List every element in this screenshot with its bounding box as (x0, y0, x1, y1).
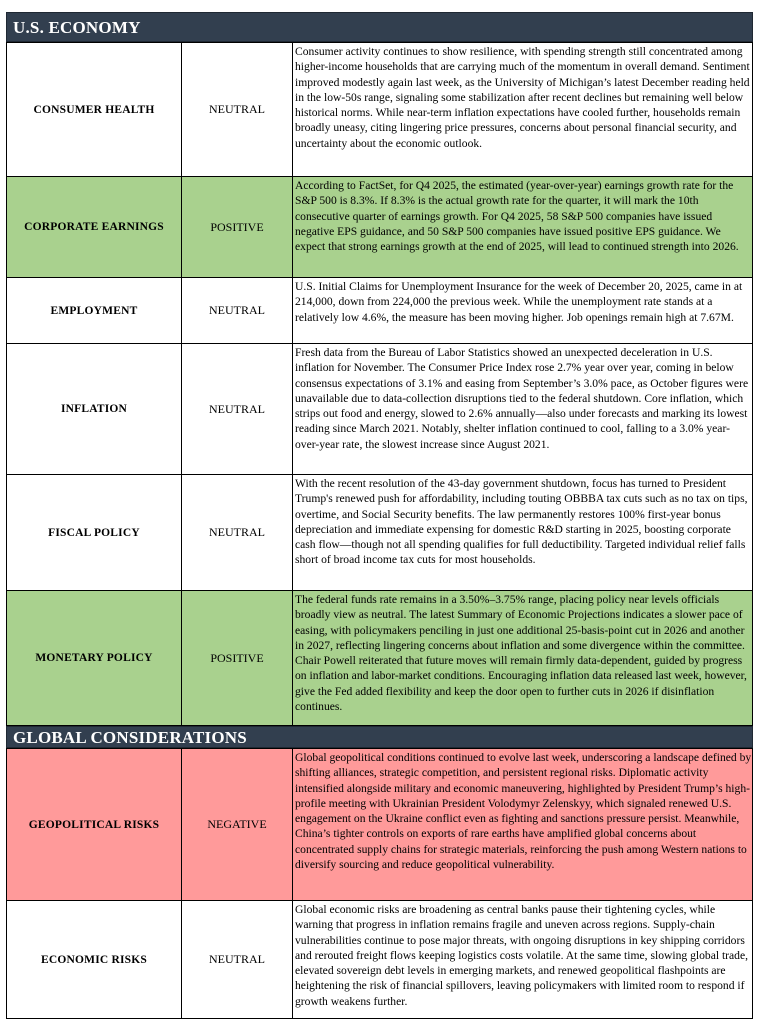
description-text: According to FactSet, for Q4 2025, the estimated (year-over-year) earnings growth rate for the S&P 500 is 8.3%. If 8.3% is the actual growth rate for the quarter, it will mark the 10th consecutive quarter of earnings growth. For Q4 2025, 58 S&P 500 companies have issued negative EPS guidance, and 50 S&P 500 companies have issued positive EPS guidance. We expect that strong earnings growth at the end of 2025, will lead to continued strength into 2026. (295, 179, 739, 254)
table-row-employment (7, 278, 753, 344)
category-label: CONSUMER HEALTH (7, 43, 182, 177)
category-label: FISCAL POLICY (7, 475, 182, 591)
global-considerations-header: GLOBAL CONSIDERATIONS (6, 726, 753, 748)
table-row-fiscal-policy (7, 475, 753, 591)
category-label: INFLATION (7, 344, 182, 475)
rating-label: POSITIVE (182, 591, 293, 726)
table-row-geopolitical-risks (7, 749, 753, 901)
description-text: Global economic risks are broadening as central banks pause their tightening cycles, while warning that progress in inflation remains fragile and uneven across regions. Supply-chain vulnerabilities continue to pose major threats, with ongoing disruptions in key shipping corridors and rerouted freight flows keeping logistics costs volatile. At the same time, slowing global trade, elevated sovereign debt levels in emerging markets, and renewed geopolitical flashpoints are heightening the risk of financial spillovers, leaving policymakers with limited room to respond if growth weakens further. (295, 903, 749, 1008)
category-label: EMPLOYMENT (7, 278, 182, 344)
table-row-monetary-policy (7, 591, 753, 726)
category-label: GEOPOLITICAL RISKS (7, 749, 182, 901)
description-text: Global geopolitical conditions continued to evolve last week, underscoring a landscape defined by shifting alliances, strategic competition, and persistent regional risks. Diplomatic activity intensified alongside military and economic maneuvering, highlighted by President Trump’s high-profile meeting with Ukrainian President Volodymyr Zelenskyy, which signaled renewed U.S. engagement on the Ukraine conflict even as fighting and sanctions pressure persist. Meanwhile, China’s tighter controls on exports of rare earths have amplified global concerns about concentrated supply chains for strategic materials, reinforcing the push among Western nations to diversify sourcing and reduce geopolitical vulnerability. (295, 751, 752, 872)
table-row-economic-risks (7, 901, 753, 1019)
rating-label: POSITIVE (182, 177, 293, 278)
table-row-inflation (7, 344, 753, 475)
rating-label: NEUTRAL (182, 344, 293, 475)
category-label: CORPORATE EARNINGS (7, 177, 182, 278)
table-row-corporate-earnings (7, 177, 753, 278)
us-economy-header: U.S. ECONOMY (6, 12, 753, 42)
description-text: With the recent resolution of the 43-day government shutdown, focus has turned to President Trump's renewed push for affordability, including touting OBBBA tax cuts such as no tax on tips, overtime, and Social Security benefits. The law permanently restores 100% first-year bonus depreciation and immediate expensing for domestic R&D starting in 2025, boosting corporate cash flow—though not all spending qualifies for full deductibility. Targeted individual relief falls short of broad income tax cuts for most households. (295, 477, 748, 567)
description-text: Fresh data from the Bureau of Labor Statistics showed an unexpected deceleration in U.S. inflation for November. The Consumer Price Index rose 2.7% year over year, coming in below consensus expectations of 3.1% and easing from September’s 3.0% pace, as October figures were unavailable due to data-collection disruptions tied to the federal shutdown. Core inflation, which strips out food and energy, slowed to 2.6% annually—also under forecasts and marking its lowest reading since March 2021. Notably, shelter inflation continued to cool, falling to a 3.0% year-over-year rate, the slowest increase since August 2021. (295, 346, 749, 451)
description-text: Consumer activity continues to show resilience, with spending strength still concentrated among higher-income households that are carrying much of the momentum in overall demand. Sentiment improved modestly again last week, as the University of Michigan’s latest December reading held in the low-50s range, signaling some stabilization after recent declines but remaining well below historical norms. While near-term inflation expectations have cooled further, households remain broadly uneasy, citing lingering price pressures, concerns about personal financial security, and uncertainty about the economic outlook. (295, 45, 750, 150)
rating-label: NEUTRAL (182, 901, 293, 1019)
rating-label: NEGATIVE (182, 749, 293, 901)
rating-label: NEUTRAL (182, 43, 293, 177)
us-economy-table (6, 42, 753, 726)
rating-label: NEUTRAL (182, 278, 293, 344)
category-label: MONETARY POLICY (7, 591, 182, 726)
category-label: ECONOMIC RISKS (7, 901, 182, 1019)
table-row-consumer-health (7, 43, 753, 177)
description-text: The federal funds rate remains in a 3.50%–3.75% range, placing policy near levels officials broadly view as neutral. The latest Summary of Economic Projections indicates a slower pace of easing, with policymakers penciling in just one additional 25-basis-point cut in 2026 and another in 2027, reflecting lingering concerns about inflation and some divergence within the committee. Chair Powell reiterated that future moves will remain firmly data-dependent, guided by progress on inflation and labor-market conditions. Encouraging inflation data released last week, however, give the Fed added flexibility and keep the door open to further cuts in 2026 if disinflation continues. (295, 593, 747, 714)
rating-label: NEUTRAL (182, 475, 293, 591)
economic-outlook-sheet (6, 12, 753, 1019)
description-text: U.S. Initial Claims for Unemployment Insurance for the week of December 20, 2025, came in at 214,000, down from 224,000 the previous week. While the unemployment rate stands at a relatively low 4.6%, the measure has been moving higher. Job openings remain high at 7.67M. (295, 280, 743, 324)
global-considerations-table (6, 748, 753, 1019)
